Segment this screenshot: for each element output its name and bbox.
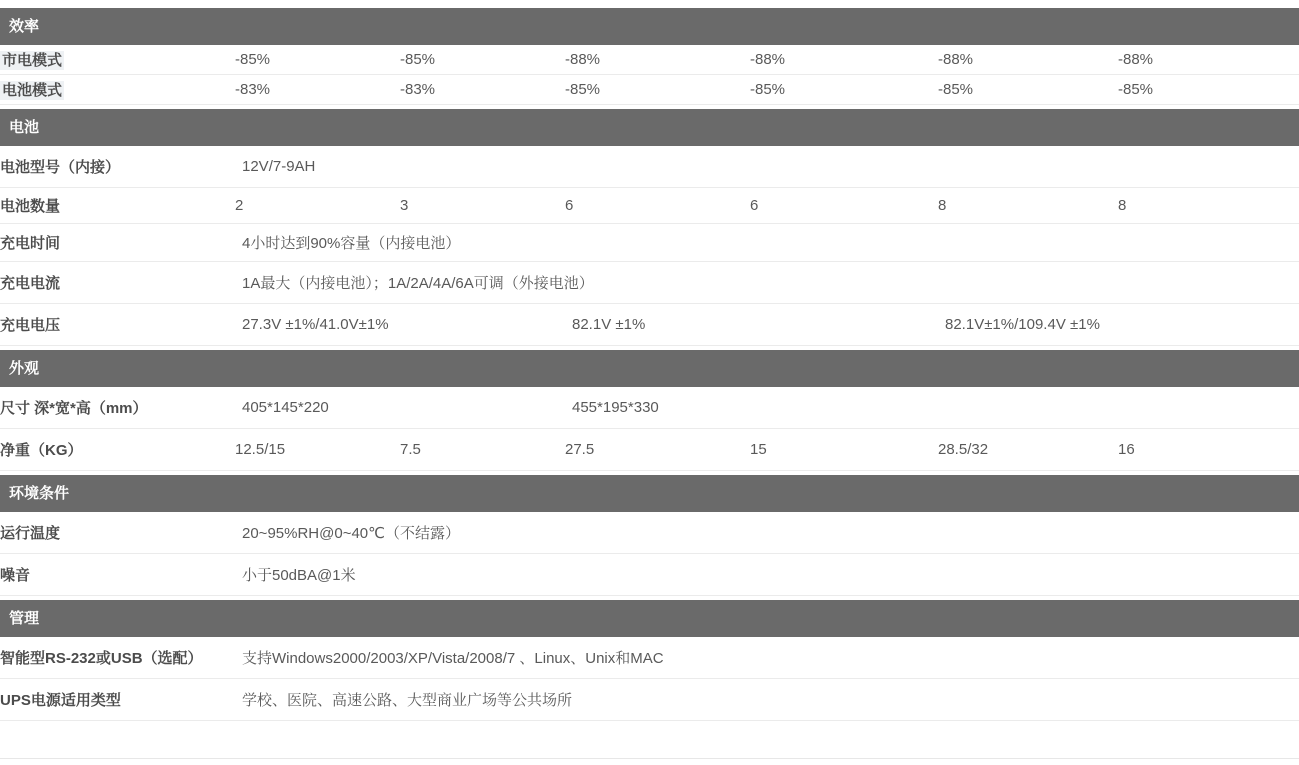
cell-value: -85%: [750, 75, 938, 105]
cell-value: 82.1V ±1%: [565, 304, 938, 346]
cell-value: 16: [1118, 429, 1299, 471]
row-label: [0, 637, 235, 679]
cell-value: -85%: [938, 75, 1118, 105]
table-row: [0, 679, 1299, 721]
cell-value: 3: [400, 188, 565, 224]
row-label: [0, 224, 235, 262]
cell-value: 6: [750, 188, 938, 224]
section-title: 管理: [0, 600, 1299, 637]
row-label: [0, 45, 235, 75]
row-label: [0, 262, 235, 304]
cell-value: 20~95%RH@0~40℃（不结露）: [235, 512, 1299, 554]
section-header-row: [0, 350, 1299, 387]
cell-value: 8: [1118, 188, 1299, 224]
cell-value: 6: [565, 188, 750, 224]
table-row: [0, 262, 1299, 304]
table-row: [0, 512, 1299, 554]
table-row: [0, 188, 1299, 224]
cell-value: 4小时达到90%容量（内接电池）: [235, 224, 1299, 262]
table-row: [0, 554, 1299, 596]
table-row: [0, 637, 1299, 679]
row-label-text: 电池模式: [2, 82, 63, 99]
cell-value: -85%: [400, 45, 565, 75]
table-row: [0, 45, 1299, 75]
row-label-text: 电池数量: [0, 198, 61, 215]
table-row: [0, 429, 1299, 471]
row-label: [0, 75, 235, 105]
cell-value: 455*195*330: [565, 387, 1299, 429]
section-title: 电池: [0, 109, 1299, 146]
cell-value: 28.5/32: [938, 429, 1118, 471]
cell-value: 15: [750, 429, 938, 471]
section-title: 外观: [0, 350, 1299, 387]
row-label-text: 尺寸 深*宽*高（mm）: [0, 400, 148, 417]
cell-value: -83%: [400, 75, 565, 105]
row-label-text: 电池型号（内接）: [0, 159, 121, 176]
cell-value: 7.5: [400, 429, 565, 471]
row-label-text: 运行温度: [0, 525, 61, 542]
row-label: [0, 188, 235, 224]
row-label-text: 充电时间: [0, 235, 61, 252]
row-label: [0, 304, 235, 346]
cell-value: -88%: [750, 45, 938, 75]
section-header-row: [0, 109, 1299, 146]
table-row: [0, 146, 1299, 188]
cell-value: -85%: [1118, 75, 1299, 105]
section-header-row: [0, 8, 1299, 45]
row-label-text: UPS电源适用类型: [0, 692, 121, 709]
row-label-text: 市电模式: [2, 52, 63, 69]
section-header-row: [0, 600, 1299, 637]
cell-value: 学校、医院、高速公路、大型商业广场等公共场所: [235, 679, 1299, 721]
table-row: [0, 75, 1299, 105]
cell-value: 82.1V±1%/109.4V ±1%: [938, 304, 1299, 346]
row-label-text: 智能型RS-232或USB（选配）: [0, 650, 203, 667]
table-row: [0, 304, 1299, 346]
table-row: [0, 224, 1299, 262]
cell-value: -88%: [938, 45, 1118, 75]
cell-value: 12.5/15: [235, 429, 400, 471]
cell-value: 支持Windows2000/2003/XP/Vista/2008/7 、Linux、Unix和MAC: [235, 637, 1299, 679]
row-label: [0, 512, 235, 554]
section-header-row: [0, 475, 1299, 512]
cell-value: -85%: [235, 45, 400, 75]
cell-value: 2: [235, 188, 400, 224]
section-title: 环境条件: [0, 475, 1299, 512]
cell-value: 12V/7-9AH: [235, 146, 1299, 188]
cell-value: -83%: [235, 75, 400, 105]
row-label-text: 噪音: [0, 567, 31, 584]
row-label: [0, 146, 235, 188]
bottom-divider: [0, 758, 1299, 759]
cell-value: 27.3V ±1%/41.0V±1%: [235, 304, 565, 346]
row-label: [0, 429, 235, 471]
cell-value: 27.5: [565, 429, 750, 471]
row-label: [0, 387, 235, 429]
row-label-text: 净重（KG）: [0, 442, 83, 459]
cell-value: -88%: [565, 45, 750, 75]
table-row: [0, 387, 1299, 429]
row-label: [0, 679, 235, 721]
spec-table: [0, 8, 1299, 721]
section-title: 效率: [0, 8, 1299, 45]
row-label-text: 充电电压: [0, 317, 61, 334]
cell-value: 405*145*220: [235, 387, 565, 429]
cell-value: -85%: [565, 75, 750, 105]
row-label-text: 充电电流: [0, 275, 61, 292]
cell-value: 8: [938, 188, 1118, 224]
cell-value: -88%: [1118, 45, 1299, 75]
cell-value: 1A最大（内接电池）；1A/2A/4A/6A可调（外接电池）: [235, 262, 1299, 304]
cell-value: 小于50dBA@1米: [235, 554, 1299, 596]
row-label: [0, 554, 235, 596]
